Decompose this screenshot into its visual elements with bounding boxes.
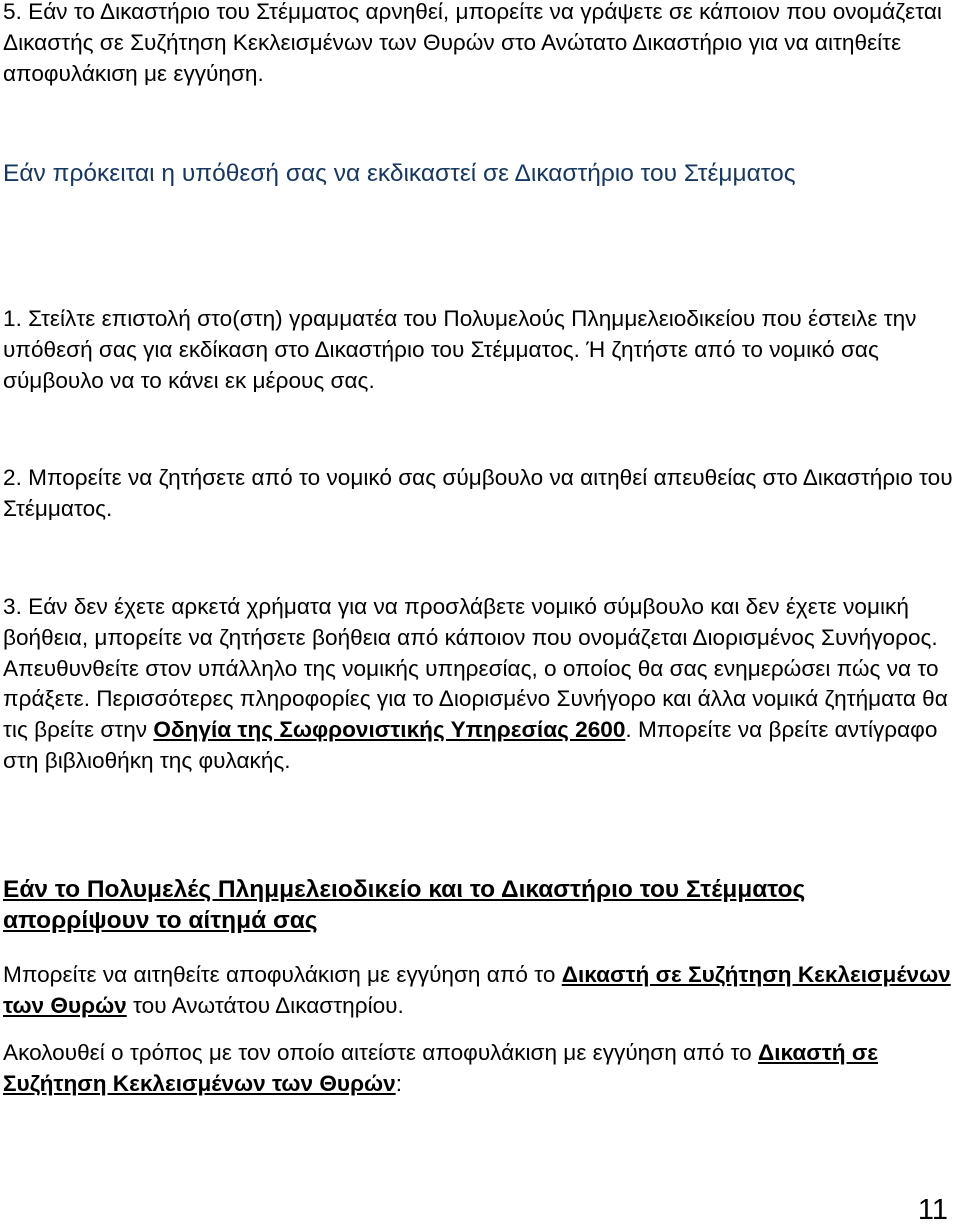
paragraph-how-to-apply: Ακολουθεί ο τρόπος με τον οποίο αιτείστε αποφυλάκιση με εγγύηση από το Δικαστή σε Συζήτηση Κεκλεισμένων των Θυρών: — [3, 1040, 879, 1096]
list-item-3: 3. Εάν δεν έχετε αρκετά χρήματα για να προσλάβετε νομικό σύμβουλο και δεν έχετε νομική βοήθεια, μπορείτε να ζητήσετε βοήθεια από κάποιον που ονομάζεται Διορισμένος Συνήγορος. Απευθυνθείτε στον υπάλληλο της νομικής υπηρεσίας, ο οποίος θα σας ενημερώσει πώς να το πράξετε. Περισσότερες πληροφορίες για το Διορισμένο Συνήγορο και άλλα νομικά ζητήματα θα τις βρείτε στην Οδηγία της Σωφρονιστικής Υπηρεσίας 2600. Μπορείτε να βρείτε αντίγραφο στη βιβλιοθήκη της φυλακής. — [3, 594, 948, 773]
list-item-2: 2. Μπορείτε να ζητήσετε από το νομικό σας σύμβουλο να αιτηθεί απευθείας στο Δικαστήριο του Στέμματος. — [3, 465, 953, 521]
list-item-5: 5. Εάν το Δικαστήριο του Στέμματος αρνηθεί, μπορείτε να γράψετε σε κάποιον που ονομάζεται Δικαστής σε Συζήτηση Κεκλεισμένων των Θυρών στο Ανώτατο Δικαστήριο για να αιτηθείτε αποφυλάκιση με εγγύηση. — [3, 0, 942, 86]
judge-in-chambers-term: Δικαστή σε Συζήτηση Κεκλεισμένων των Θυρών — [3, 962, 951, 1018]
paragraph-apply-judge: Μπορείτε να αιτηθείτε αποφυλάκιση με εγγύηση από το Δικαστή σε Συζήτηση Κεκλεισμένων των Θυρών του Ανωτάτου Δικαστηρίου. — [3, 962, 951, 1018]
page-number: 11 — [917, 1194, 948, 1226]
section-heading-rejection: Εάν το Πολυμελές Πλημμελειοδικείο και το Δικαστήριο του Στέμματος απορρίψουν το αίτημά σας — [3, 876, 806, 934]
prison-service-order-reference: Οδηγία της Σωφρονιστικής Υπηρεσίας 2600 — [153, 717, 626, 743]
list-item-1: 1. Στείλτε επιστολή στο(στη) γραμματέα του Πολυμελούς Πλημμελειοδικείου που έστειλε την υπόθεσή σας για εκδίκαση στο Δικαστήριο του Στέμματος. Ή ζητήστε από το νομικό σας σύμβουλο να το κάνει εκ μέρους σας. — [3, 306, 917, 393]
judge-in-chambers-term: Δικαστή σε Συζήτηση Κεκλεισμένων των Θυρών — [3, 1040, 879, 1096]
section-heading-crown-court: Εάν πρόκειται η υπόθεσή σας να εκδικαστεί σε Δικαστήριο του Στέμματος — [3, 160, 796, 187]
